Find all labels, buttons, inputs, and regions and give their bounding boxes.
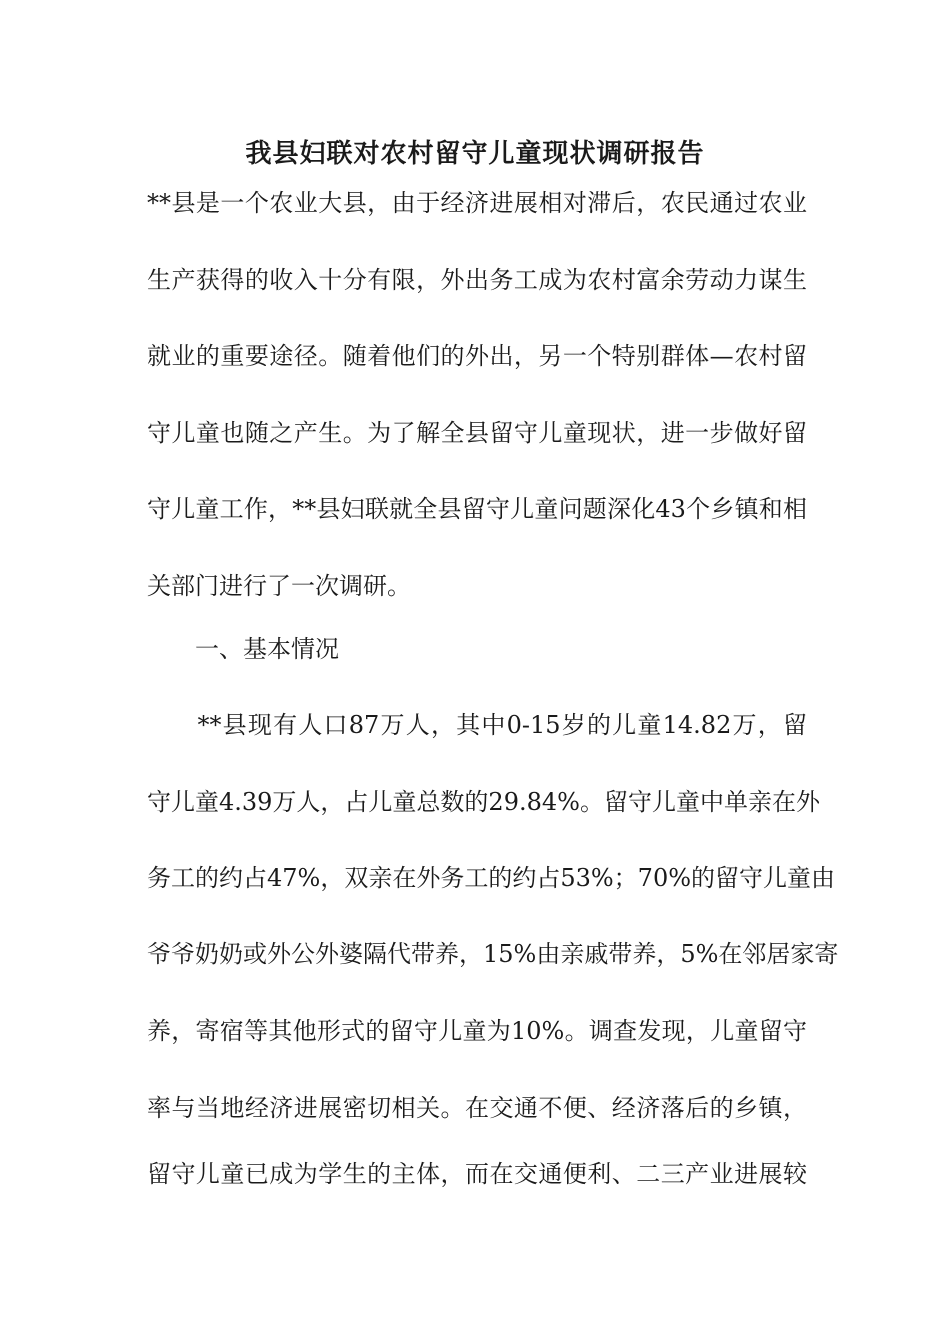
- body-line-3: 就业的重要途径。随着他们的外出，另一个特别群体—农村留: [147, 342, 807, 370]
- body-line-8: **县现有人口87万人，其中0-15岁的儿童14.82万，留: [147, 711, 807, 739]
- body-line-14: 留守儿童已成为学生的主体，而在交通便利、二三产业进展较: [147, 1160, 807, 1188]
- body-line-5: 守儿童工作，**县妇联就全县留守儿童问题深化43个乡镇和相: [147, 495, 807, 523]
- body-line-10: 务工的约占47%，双亲在外务工的约占53%；70%的留守儿童由: [147, 864, 836, 892]
- body-line-13: 率与当地经济进展密切相关。在交通不便、经济落后的乡镇，: [147, 1094, 807, 1122]
- document-title: 我县妇联对农村留守儿童现状调研报告: [245, 139, 705, 169]
- body-line-4: 守儿童也随之产生。为了解全县留守儿童现状，进一步做好留: [147, 419, 807, 447]
- body-line-6: 关部门进行了一次调研。: [147, 572, 411, 600]
- body-line-2: 生产获得的收入十分有限，外出务工成为农村富余劳动力谋生: [147, 266, 807, 294]
- body-line-1: **县是一个农业大县，由于经济进展相对滞后，农民通过农业: [147, 189, 807, 217]
- section-heading-basic-situation: 一、基本情况: [147, 635, 339, 663]
- body-line-11: 爷爷奶奶或外公外婆隔代带养，15%由亲戚带养，5%在邻居家寄: [147, 940, 839, 968]
- body-line-9: 守儿童4.39万人，占儿童总数的29.84%。留守儿童中单亲在外: [147, 788, 820, 816]
- body-line-12: 养，寄宿等其他形式的留守儿童为10%。调查发现，儿童留守: [147, 1017, 807, 1045]
